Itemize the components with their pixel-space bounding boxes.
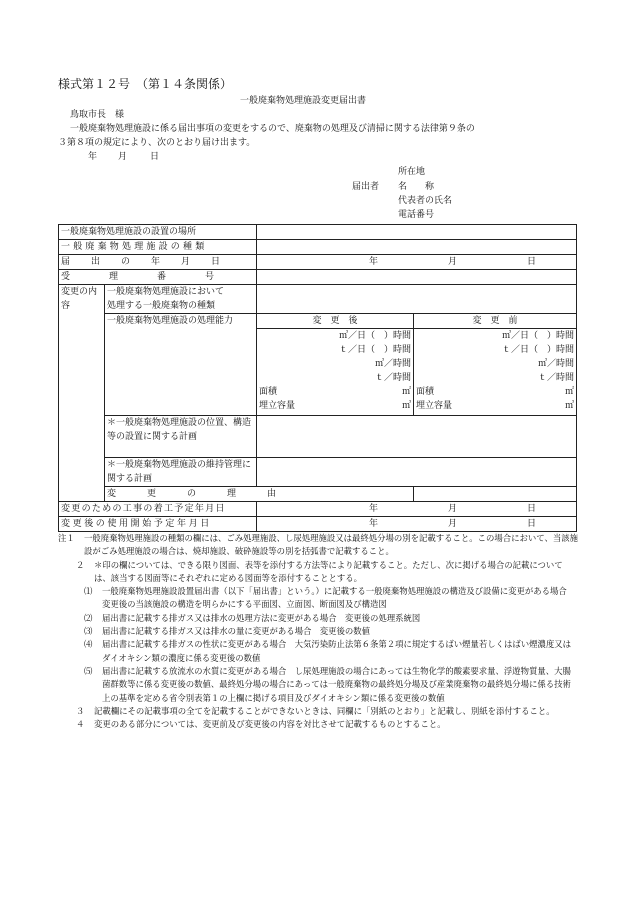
date-month: 月 bbox=[118, 152, 128, 162]
page-title: 一般廃棄物処理施設変更届出書 bbox=[240, 96, 367, 106]
waste-kind-field[interactable] bbox=[257, 285, 577, 314]
intro-line-2: ３第８項の規定により、次のとおり届け出ます。 bbox=[58, 138, 256, 148]
row-location-label: 一般廃棄物処理施設の設置の場所 bbox=[59, 225, 257, 240]
reason-field[interactable] bbox=[414, 487, 577, 502]
position-plan-label: ＊一般廃棄物処理施設の位置、構造等の設置に関する計画 bbox=[105, 416, 257, 458]
note-2-2: ⑵ 届出書に記載する排ガス又は排水の処理方法に変更がある場合 変更後の処理系統図 bbox=[84, 612, 421, 623]
row-receipt-label: 受理番号 bbox=[59, 270, 257, 285]
before-header: 変 更 前 bbox=[414, 314, 576, 329]
applicant-label: 届出者 bbox=[352, 182, 380, 192]
receipt-no-field[interactable] bbox=[257, 270, 577, 285]
note-2-3: ⑶ 届出書に記載する排ガス又は排水の量に変更がある場合 変更後の数値 bbox=[84, 626, 370, 637]
reason-label: 変更の理由 bbox=[105, 487, 414, 502]
note-2-5: ⑸ 届出書に記載する放流水の水質に変更がある場合 し尿処理施設の場合にあっては生物化学的酸素要求量、浮遊物質量、大腸菌群数等に係る変更後の数値、最終処分場の場合にあっては一般廃棄物の最終処分場及び産業廃棄物の最終処分場に係る技術上の基準を定める省令別表第１の上欄に掲げる項目及びダイオキシン類に係る変更後の数値 bbox=[84, 665, 571, 703]
row-filing-date-label: 届出の年月日 bbox=[59, 255, 257, 270]
date-day: 日 bbox=[150, 152, 160, 162]
date-year: 年 bbox=[88, 152, 98, 162]
form-number: 様式第１２号 （第１４条関係） bbox=[58, 77, 233, 91]
addressee: 鳥取市長 様 bbox=[70, 110, 125, 120]
note-1: 注１ 一般廃棄物処理施設の種類の欄には、ごみ処理施設、し尿処理施設又は最終処分場の別を記載すること。この場合において、当該施設がごみ処理施設の場合は、焼却施設、破砕施設等の別を括弧書で記載すること。 bbox=[58, 533, 578, 557]
capacity-after[interactable]: 変 更 後 ㎥／日（ ）時間 ｔ／日（ ）時間 ㎥／時間 ｔ／時間 面積 ㎡ 埋立容量 ㎥ bbox=[257, 314, 414, 416]
waste-kind-label: 一般廃棄物処理施設において 処理する一般廃棄物の種類 bbox=[105, 285, 257, 314]
note-2-4: ⑷ 届出書に記載する排ガスの性状に変更がある場合 大気汚染防止法第６条第２項に規定するばい煙量若しくはばい煙濃度又はダイオキシン類の濃度に係る変更後の数値 bbox=[84, 639, 571, 663]
note-3: ３ 記載欄にその記載事項の全てを記載することができないときは、同欄に「別紙のとおり」と記載し、別紙を添付すること。 bbox=[76, 705, 555, 716]
applicant-phone-label: 電話番号 bbox=[398, 210, 435, 220]
use-start-field[interactable]: 年 月 日 bbox=[257, 517, 577, 532]
maintenance-plan-label: ＊一般廃棄物処理施設の維持管理に関する計画 bbox=[105, 458, 257, 487]
location-field[interactable] bbox=[257, 225, 577, 240]
filing-date-field[interactable]: 年 月 日 bbox=[257, 255, 577, 270]
change-form-table bbox=[58, 224, 577, 532]
position-plan-field[interactable] bbox=[257, 416, 577, 458]
applicant-name-label: 名 称 bbox=[398, 182, 435, 192]
note-2: ２ ＊印の欄については、できる限り図面、表等を添付する方法等により記載すること。ただし、次に掲げる場合の記載については、該当する図面等にそれぞれに定める図面等を添付することとする。 bbox=[76, 559, 563, 583]
type-field[interactable] bbox=[257, 240, 577, 255]
intro-line-1: 一般廃棄物処理施設に係る届出事項の変更をするので、廃棄物の処理及び清掃に関する法律第９条の bbox=[70, 124, 475, 134]
change-content-label: 変更の内容 bbox=[59, 285, 105, 502]
notes-section bbox=[58, 532, 578, 731]
use-start-label: 変更後の使用開始予定年月日 bbox=[59, 517, 257, 532]
applicant-address-label: 所在地 bbox=[398, 167, 426, 177]
capacity-before[interactable]: 変 更 前 ㎥／日（ ）時間 ｔ／日（ ）時間 ㎥／時間 ｔ／時間 面積 ㎡ 埋立容量 ㎥ bbox=[414, 314, 577, 416]
row-type-label: 一般廃棄物処理施設の種類 bbox=[59, 240, 257, 255]
work-start-label: 変更のための工事の着工予定年月日 bbox=[59, 502, 257, 517]
maintenance-plan-field[interactable] bbox=[257, 458, 577, 487]
after-header: 変 更 後 bbox=[257, 314, 413, 329]
work-start-field[interactable]: 年 月 日 bbox=[257, 502, 577, 517]
capacity-label: 一般廃棄物処理施設の処理能力 bbox=[105, 314, 257, 416]
applicant-representative-label: 代表者の氏名 bbox=[398, 196, 453, 206]
note-4: ４ 変更のある部分については、変更前及び変更後の内容を対比させて記載するものとすること。 bbox=[76, 719, 446, 730]
note-2-1: ⑴ 一般廃棄物処理施設設置届出書（以下「届出書」という。）に記載する一般廃棄物処理施設の構造及び設備に変更がある場合 変更後の当該施設の構造を明らかにする平面図、立面図、断面図及び構造図 bbox=[84, 586, 576, 610]
